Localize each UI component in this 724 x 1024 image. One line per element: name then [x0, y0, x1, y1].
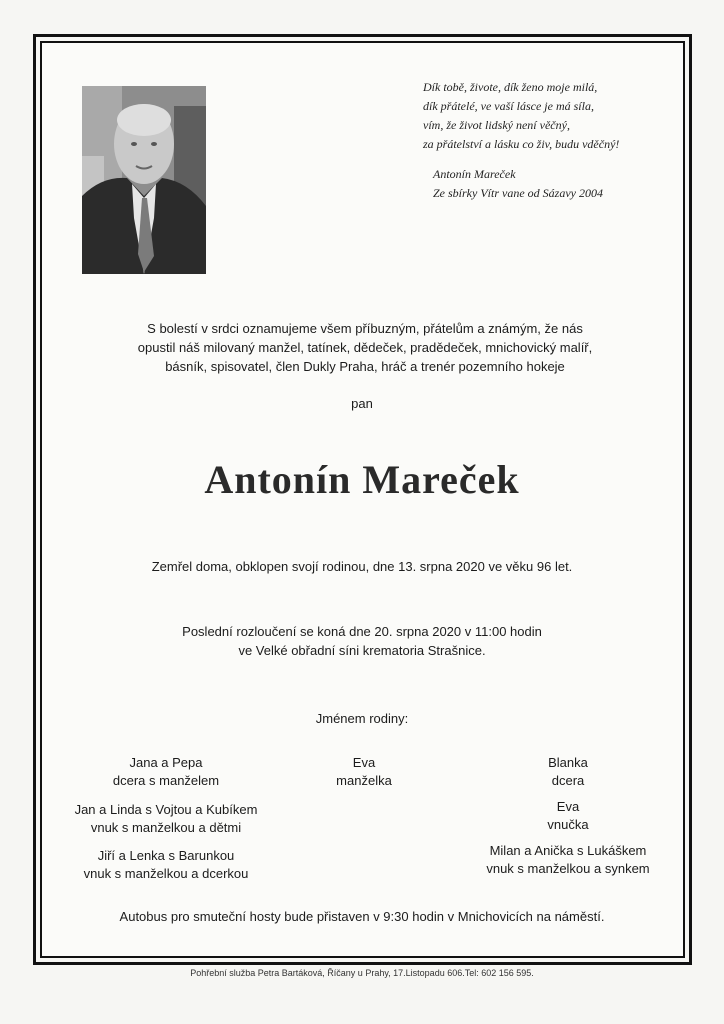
poem-line: Dík tobě, živote, dík ženo moje milá,: [423, 80, 598, 94]
poem-line: vím, že život lidský není věčný,: [423, 118, 570, 132]
poem-block: [423, 78, 683, 203]
relative-entry: [448, 842, 688, 878]
portrait-photo: [82, 86, 206, 274]
relative-relation: dcera: [551, 773, 585, 788]
funeral-service-footer: Pohřební služba Petra Bartáková, Říčany u Prahy, 17.Listopadu 606.Tel: 602 156 595.: [190, 968, 534, 978]
relative-relation: manželka: [336, 773, 392, 788]
intro-line: S bolestí v srdci oznamujeme všem příbuzným, přátelům a známým, že nás: [147, 321, 583, 336]
honorific: pan: [351, 396, 373, 411]
relative-entry: [448, 754, 688, 790]
relative-names: Jiří a Lenka s Barunkou: [97, 848, 235, 863]
relative-relation: vnuk s manželkou a dětmi: [90, 820, 242, 835]
deceased-name: Antonín Mareček: [204, 457, 520, 502]
intro-line: opustil náš milovaný manžel, tatínek, dědeček, pradědeček, mnichovický malíř,: [137, 340, 593, 355]
poem-line: dík přátelé, ve vaší lásce je má síla,: [423, 99, 594, 113]
family-label: Jménem rodiny:: [315, 711, 409, 726]
relative-relation: vnuk s manželkou a synkem: [486, 861, 650, 876]
relative-entry: [448, 798, 688, 834]
relative-relation: vnuk s manželkou a dcerkou: [83, 866, 249, 881]
relative-names: Eva: [352, 755, 376, 770]
poem-author: Antonín Mareček: [433, 167, 516, 181]
relative-names: Jan a Linda s Vojtou a Kubíkem: [74, 802, 258, 817]
relative-entry: [46, 801, 286, 837]
relative-names: Eva: [556, 799, 580, 814]
death-notice: Zemřel doma, obklopen svojí rodinou, dne 13. srpna 2020 ve věku 96 let.: [151, 559, 573, 574]
intro-line: básník, spisovatel, člen Dukly Praha, hráč a trenér pozemního hokeje: [165, 359, 565, 374]
farewell-line: Poslední rozloučení se koná dne 20. srpna 2020 v 11:00 hodin: [182, 624, 542, 639]
announcement-intro: [100, 319, 630, 376]
farewell-info: [0, 622, 724, 660]
farewell-line: ve Velké obřadní síni krematoria Strašnice.: [238, 643, 486, 658]
relative-names: Jana a Pepa: [129, 755, 203, 770]
relative-entry: [46, 847, 286, 883]
bus-notice: Autobus pro smuteční hosty bude přistaven v 9:30 hodin v Mnichovicích na náměstí.: [119, 909, 605, 924]
poem-line: za přátelství a lásku co živ, budu vděčný!: [423, 137, 620, 151]
relative-names: Milan a Anička s Lukáškem: [489, 843, 647, 858]
relative-relation: vnučka: [547, 817, 589, 832]
relative-names: Blanka: [548, 755, 588, 770]
relative-relation: dcera s manželem: [112, 773, 220, 788]
poem-source: Ze sbírky Vítr vane od Sázavy 2004: [433, 186, 603, 200]
